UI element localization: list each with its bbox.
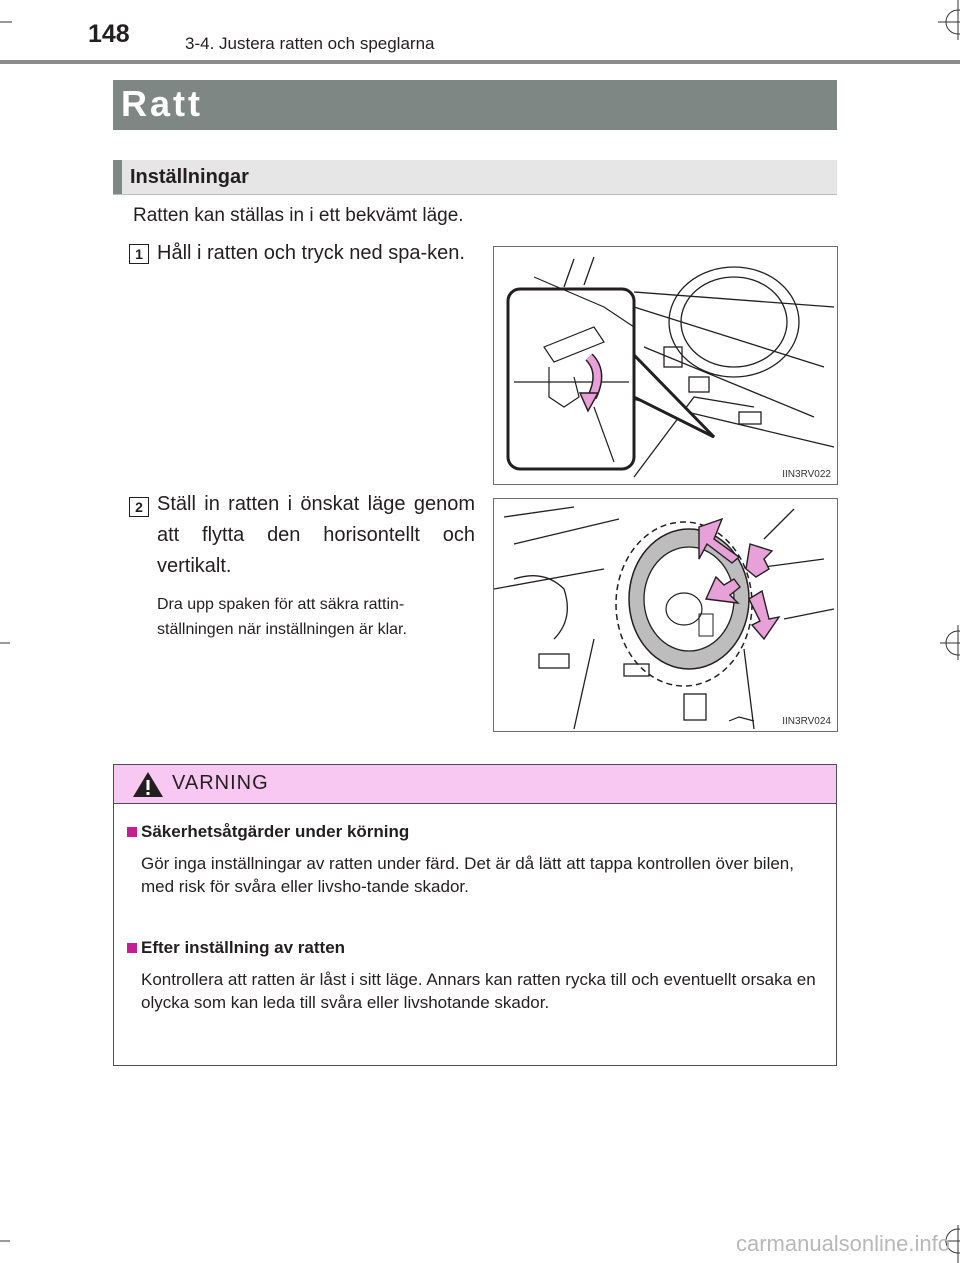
page-title: Ratt [121, 83, 203, 124]
running-head: 3-4. Justera ratten och speglarna [185, 34, 435, 53]
figure-1 [493, 246, 838, 485]
step-2-note: Dra upp spaken för att säkra rattin-ställningen när inställningen är klar. [157, 596, 407, 638]
warning-title: VARNING [172, 772, 269, 794]
subsection-title: Inställningar [130, 166, 249, 188]
figure-1-code: IIN3RV022 [782, 469, 831, 480]
figure-2 [493, 498, 838, 732]
step-2-text: Ställ in ratten i önskat läge genom att flytta den horisontellt och vertikalt. [157, 493, 475, 577]
warning-box [113, 764, 837, 1066]
step-number-1: 1 [129, 244, 149, 264]
page-number: 148 [88, 20, 130, 48]
subsection-accent [113, 160, 122, 194]
warning-body-1: Gör inga inställningar av ratten under färd. Det är då lätt att tappa kontrollen över bilen, med risk för svåra eller livsho-tande skador. [141, 854, 794, 896]
steering-lever-illustration [494, 247, 837, 484]
warning-triangle-icon [132, 770, 164, 798]
step-number-2: 2 [129, 497, 149, 517]
step-1-text: Håll i ratten och tryck ned spa-ken. [157, 242, 465, 264]
bullet-square-icon [127, 827, 137, 837]
watermark: carmanualsonline.info [735, 1231, 950, 1256]
warning-heading-2: Efter inställning av ratten [141, 938, 346, 957]
title-bar [113, 80, 837, 130]
header-rule [0, 60, 960, 64]
intro-text: Ratten kan ställas in i ett bekvämt läge. [133, 205, 464, 226]
bullet-square-icon [127, 943, 137, 953]
steering-adjust-illustration [494, 499, 837, 731]
warning-body-2: Kontrollera att ratten är låst i sitt läge. Annars kan ratten rycka till och eventuellt orsaka en olycka som kan leda till svåra eller livshotande skador. [141, 970, 816, 1012]
warning-heading-1: Säkerhetsåtgärder under körning [141, 822, 410, 841]
figure-2-code: IIN3RV024 [782, 716, 831, 727]
